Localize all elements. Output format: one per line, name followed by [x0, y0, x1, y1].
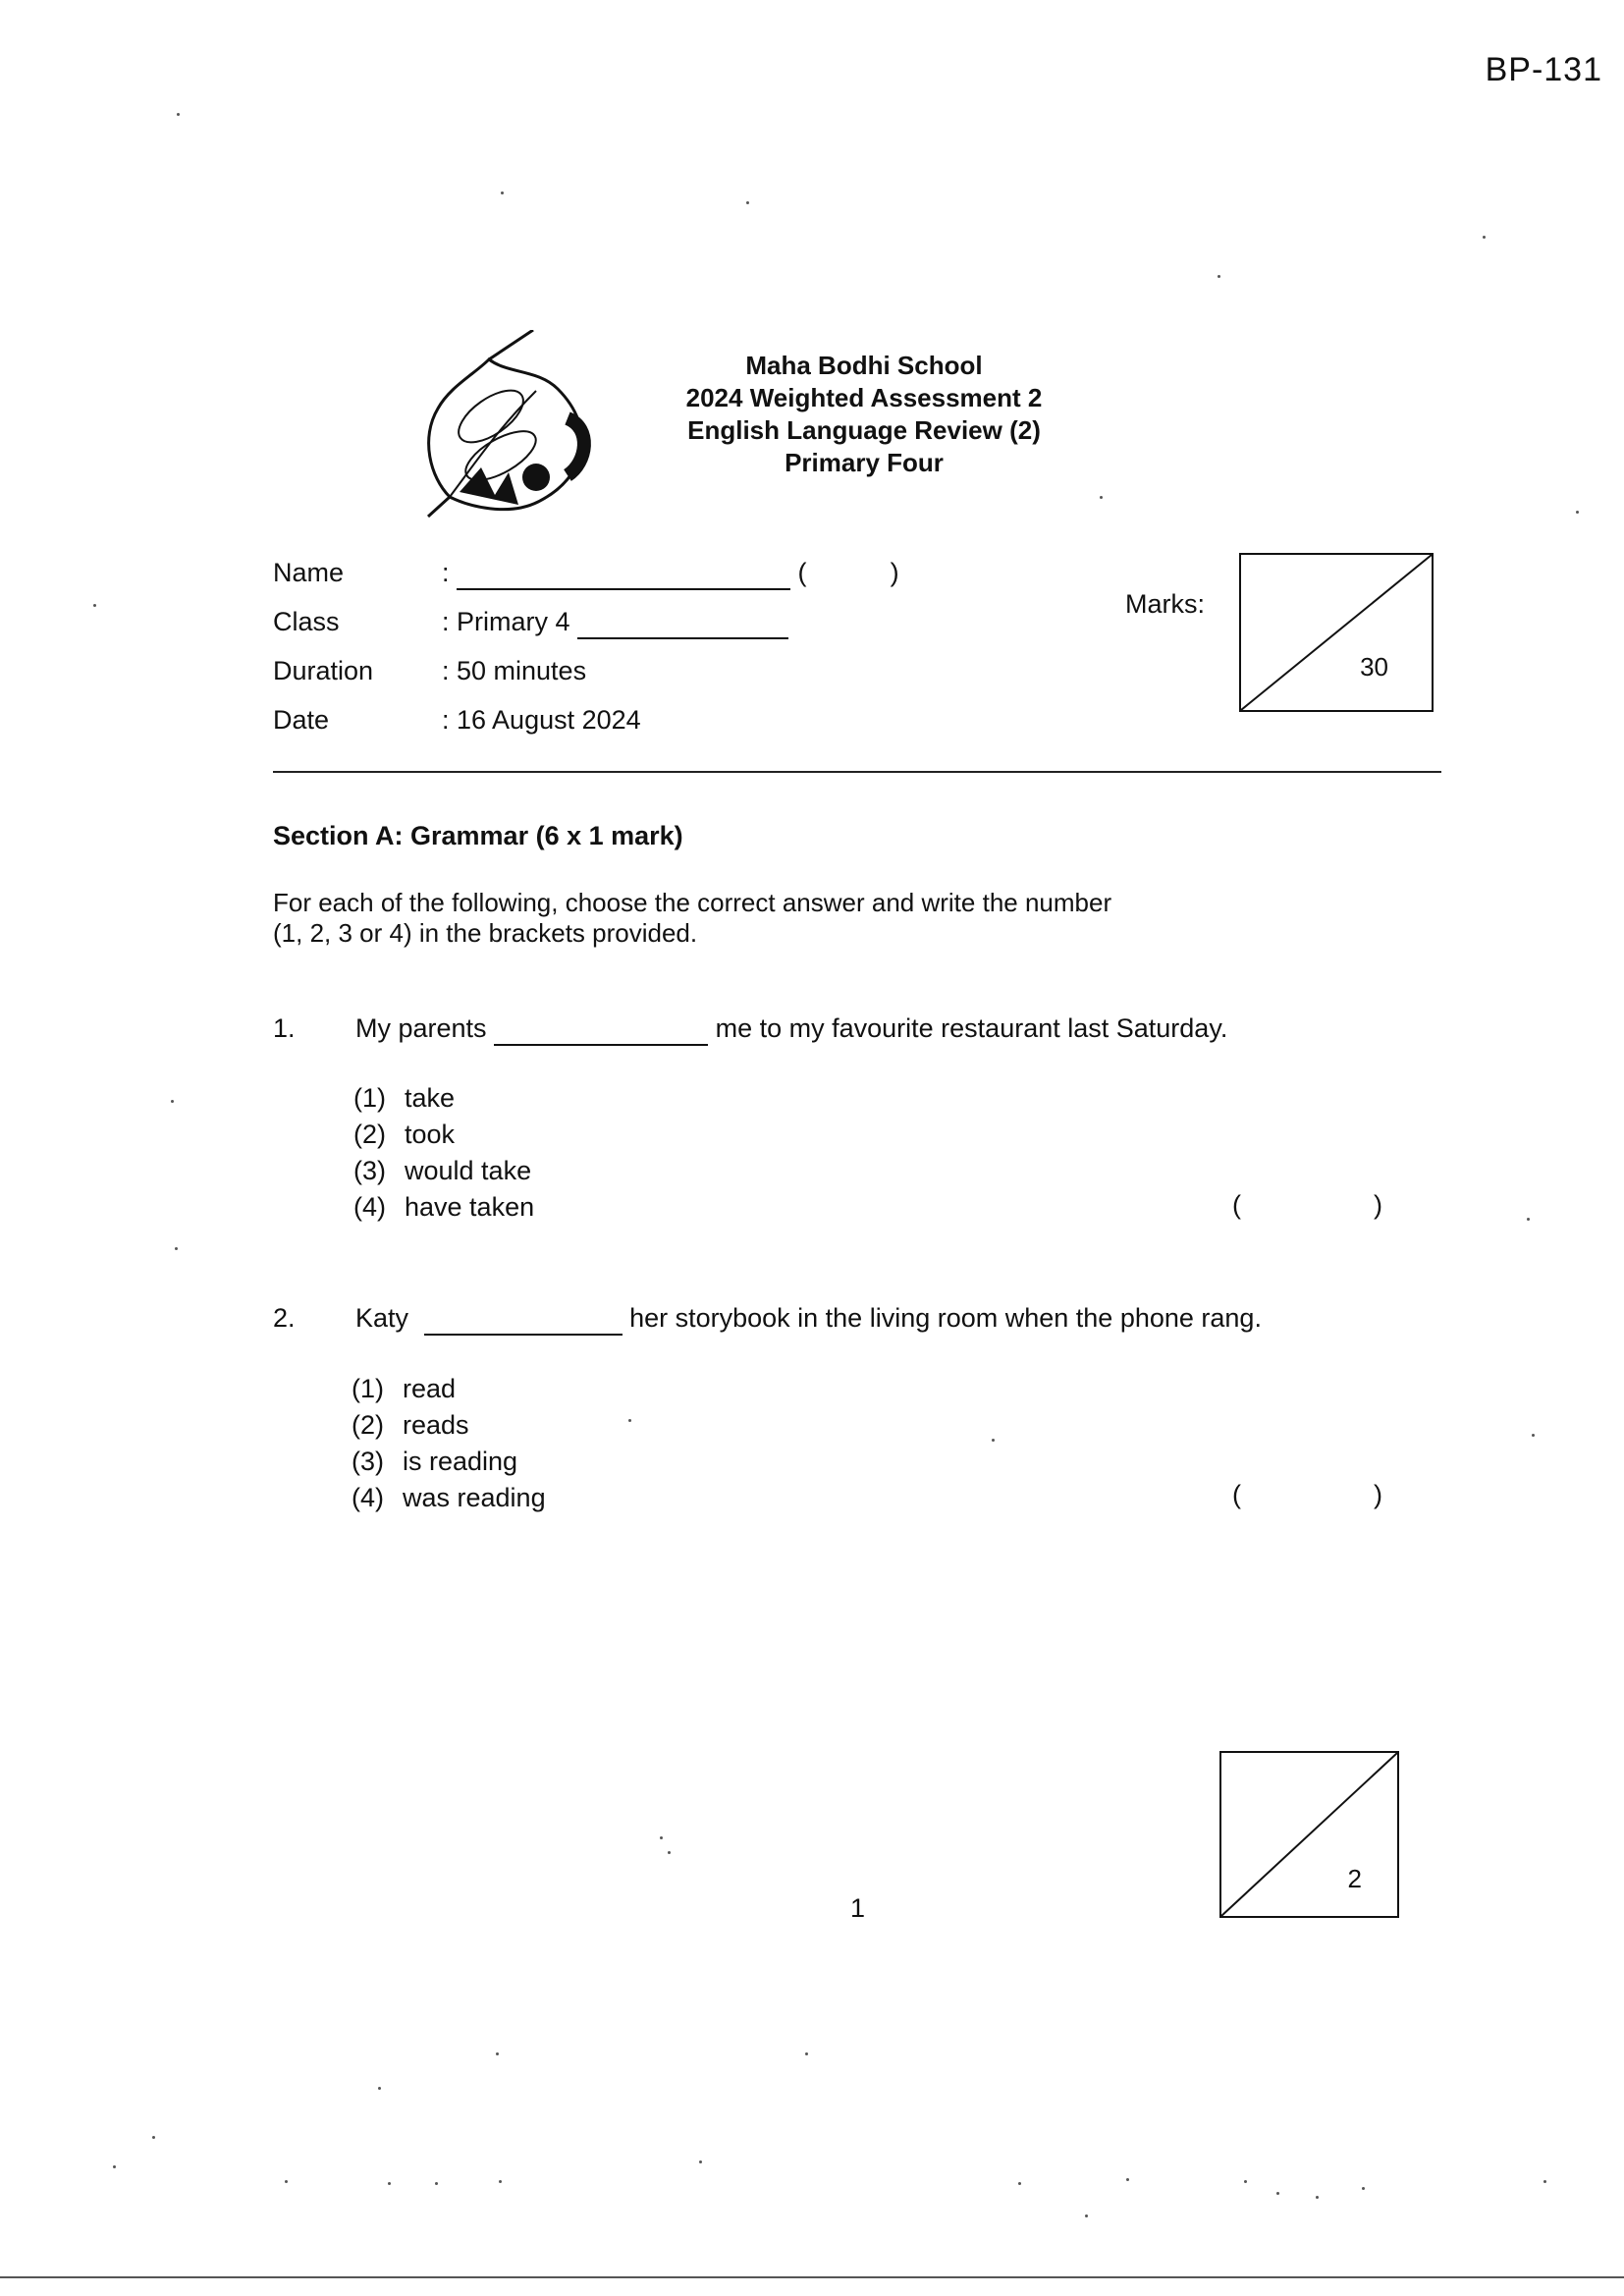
- question-text-after: her storybook in the living room when the phone rang.: [629, 1303, 1262, 1333]
- page-marks-total: 2: [1347, 1864, 1362, 1893]
- school-logo: [420, 330, 607, 526]
- option-text: was reading: [403, 1483, 546, 1512]
- option-text: take: [405, 1083, 456, 1113]
- question-2-options: [352, 1371, 546, 1516]
- option-text: reads: [403, 1410, 469, 1440]
- instruction-line-2: (1, 2, 3 or 4) in the brackets provided.: [273, 918, 698, 948]
- question-blank: [424, 1303, 623, 1336]
- option-4: [353, 1189, 534, 1226]
- option-number: (2): [353, 1120, 386, 1149]
- question-number: 1.: [273, 1013, 296, 1043]
- section-instructions: [273, 888, 1111, 949]
- date-label: Date: [273, 705, 330, 735]
- option-number: (4): [352, 1483, 384, 1512]
- name-label: Name: [273, 558, 345, 587]
- scan-edge-line: [0, 2276, 1624, 2278]
- question-1-options: [353, 1080, 534, 1226]
- name-blank[interactable]: [457, 558, 790, 590]
- document-code: BP-131: [1485, 51, 1602, 88]
- subject-title: English Language Review (2): [687, 415, 1041, 445]
- class-label: Class: [273, 607, 340, 636]
- option-number: (1): [352, 1374, 384, 1403]
- option-number: (2): [352, 1410, 384, 1440]
- option-text: read: [403, 1374, 457, 1403]
- register-number-blank[interactable]: [814, 558, 883, 588]
- option-1: [352, 1371, 546, 1407]
- exam-header: [628, 350, 1100, 479]
- option-1: [353, 1080, 534, 1117]
- register-bracket-close: ): [890, 558, 899, 587]
- option-3: [352, 1444, 546, 1480]
- option-number: (4): [353, 1192, 386, 1222]
- option-text: is reading: [403, 1447, 518, 1476]
- bracket-close: ): [1374, 1190, 1383, 1220]
- page-marks-box[interactable]: [1219, 1751, 1399, 1918]
- option-2: [352, 1407, 546, 1444]
- bracket-close: ): [1374, 1480, 1383, 1509]
- page-marks-diagonal: [1221, 1753, 1397, 1916]
- duration-value: : 50 minutes: [442, 656, 587, 685]
- register-bracket-open: (: [797, 558, 807, 587]
- duration-label: Duration: [273, 656, 374, 685]
- question-number: 2.: [273, 1303, 296, 1333]
- level-title: Primary Four: [785, 448, 944, 477]
- assessment-title: 2024 Weighted Assessment 2: [685, 383, 1043, 412]
- answer-bracket-q1[interactable]: [1232, 1190, 1382, 1221]
- header-divider: [273, 771, 1441, 773]
- marks-label: Marks:: [1125, 589, 1205, 619]
- marks-total: 30: [1360, 652, 1388, 682]
- option-number: (1): [353, 1083, 386, 1113]
- option-text: took: [405, 1120, 456, 1149]
- answer-bracket-q2[interactable]: [1232, 1480, 1382, 1510]
- date-value: : 16 August 2024: [442, 705, 641, 735]
- school-name: Maha Bodhi School: [745, 351, 983, 380]
- option-number: (3): [353, 1156, 386, 1185]
- page-number: 1: [850, 1893, 866, 1923]
- option-text: have taken: [405, 1192, 535, 1222]
- bracket-open: (: [1232, 1190, 1241, 1220]
- instruction-line-1: For each of the following, choose the correct answer and write the number: [273, 888, 1112, 917]
- option-text: would take: [405, 1156, 532, 1185]
- question-text-after: me to my favourite restaurant last Saturday.: [715, 1013, 1228, 1043]
- option-4: [352, 1480, 546, 1516]
- bracket-open: (: [1232, 1480, 1241, 1509]
- question-text-before: My parents: [355, 1013, 487, 1043]
- option-2: [353, 1117, 534, 1153]
- option-3: [353, 1153, 534, 1189]
- name-colon: :: [442, 558, 450, 587]
- class-blank[interactable]: [577, 607, 788, 639]
- question-text-before: Katy: [355, 1303, 409, 1333]
- marks-diagonal: [1241, 555, 1432, 710]
- marks-box[interactable]: [1239, 553, 1434, 712]
- section-title: Section A: Grammar (6 x 1 mark): [273, 821, 683, 850]
- question-blank: [494, 1013, 708, 1046]
- option-number: (3): [352, 1447, 384, 1476]
- class-value: : Primary 4: [442, 607, 570, 636]
